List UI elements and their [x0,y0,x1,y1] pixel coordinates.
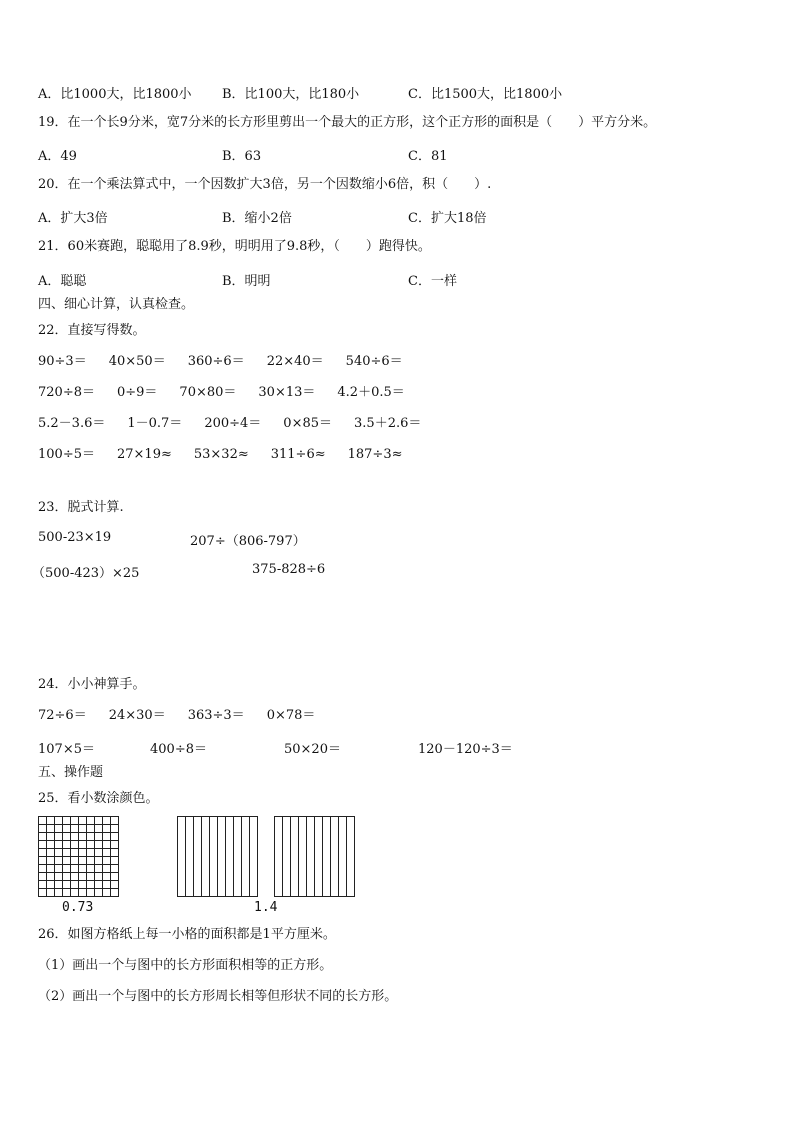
q20-option-c: C．扩大18倍 [408,211,487,226]
q22-row-3 [38,415,443,433]
q22-expr: 187÷3≈ [347,447,403,462]
q19-option-b: B．63 [222,149,262,164]
q24-expr: 363÷3＝ [187,708,245,723]
caption-0-73: 0.73 [62,900,94,915]
q19-option-c: C．81 [408,149,448,164]
q26-question: 26．如图方格纸上每一小格的面积都是1平方厘米。 [38,927,336,942]
q18-option-c: C．比1500大，比1800小 [408,87,563,102]
q24-row-1 [38,707,337,725]
q26-sub-1: （1）画出一个与图中的长方形面积相等的正方形。 [38,958,333,973]
q18-option-a: A．比1000大，比1800小 [38,87,192,102]
q22-expr: 0×85＝ [283,416,333,431]
q22-expr: 0÷9＝ [116,385,158,400]
q22-expr: 720÷8＝ [38,385,95,400]
q21-question: 21．60米赛跑，聪聪用了8.9秒，明明用了9.8秒，（ ）跑得快。 [38,239,431,254]
q26-sub-2: （2）画出一个与图中的长方形周长相等但形状不同的长方形。 [38,989,398,1004]
tenths-strip-1 [177,816,258,897]
hundred-grid [38,816,119,897]
q23-expr-1: 500-23×19 [38,530,112,545]
section-4-heading: 四、细心计算，认真检查。 [38,297,195,312]
q22-row-4 [38,446,424,464]
q24-question: 24．小小神算手。 [38,677,146,692]
q22-expr: 30×13＝ [258,385,316,400]
q24-expr-row2-3: 50×20＝ [284,742,341,757]
q19-question: 19．在一个长9分米，宽7分米的长方形里剪出一个最大的正方形，这个正方形的面积是（ ）平方分米。 [38,115,657,130]
q22-expr: 1－0.7＝ [127,416,183,431]
q19-option-a: A．49 [38,149,77,164]
q21-option-c: C．一样 [408,274,457,289]
q24-expr: 0×78＝ [266,708,316,723]
q20-option-b: B．缩小2倍 [222,211,292,226]
q23-expr-3: （500-423）×25 [32,566,140,581]
tenths-strip-2 [274,816,355,897]
q21-option-a: A．聪聪 [38,274,87,289]
q24-expr: 24×30＝ [108,708,166,723]
caption-1-4: 1.4 [254,900,278,915]
q22-expr: 100÷5＝ [38,447,95,462]
q22-expr: 53×32≈ [193,447,249,462]
q22-question: 22．直接写得数。 [38,323,146,338]
q23-expr-2: 207÷（806-797） [190,534,306,549]
q22-expr: 540÷6＝ [345,354,403,369]
q22-expr: 360÷6＝ [187,354,245,369]
q23-expr-4: 375-828÷6 [252,562,326,577]
q20-option-a: A．扩大3倍 [38,211,108,226]
q22-expr: 5.2－3.6＝ [38,416,106,431]
q18-option-b: B．比100大，比180小 [222,87,360,102]
q24-expr-row2-2: 400÷8＝ [150,742,207,757]
q22-expr: 40×50＝ [108,354,166,369]
q22-expr: 22×40＝ [266,354,324,369]
q22-expr: 70×80＝ [179,385,237,400]
q23-question: 23．脱式计算. [38,500,124,515]
q25-question: 25．看小数涂颜色。 [38,791,159,806]
q20-question: 20．在一个乘法算式中，一个因数扩大3倍，另一个因数缩小6倍，积（ ）. [38,177,492,192]
section-5-heading: 五、操作题 [38,765,104,780]
q22-expr: 27×19≈ [116,447,172,462]
q21-option-b: B．明明 [222,274,271,289]
q22-expr: 311÷6≈ [270,447,326,462]
q22-expr: 4.2＋0.5＝ [337,385,405,400]
q22-expr: 200÷4＝ [204,416,262,431]
q24-expr: 72÷6＝ [38,708,87,723]
q22-row-1 [38,353,425,371]
q24-expr-row2-1: 107×5＝ [38,742,95,757]
q22-expr: 90÷3＝ [38,354,87,369]
q24-expr-row2-4: 120－120÷3＝ [418,742,513,757]
q22-row-2 [38,384,427,402]
q22-expr: 3.5＋2.6＝ [354,416,422,431]
